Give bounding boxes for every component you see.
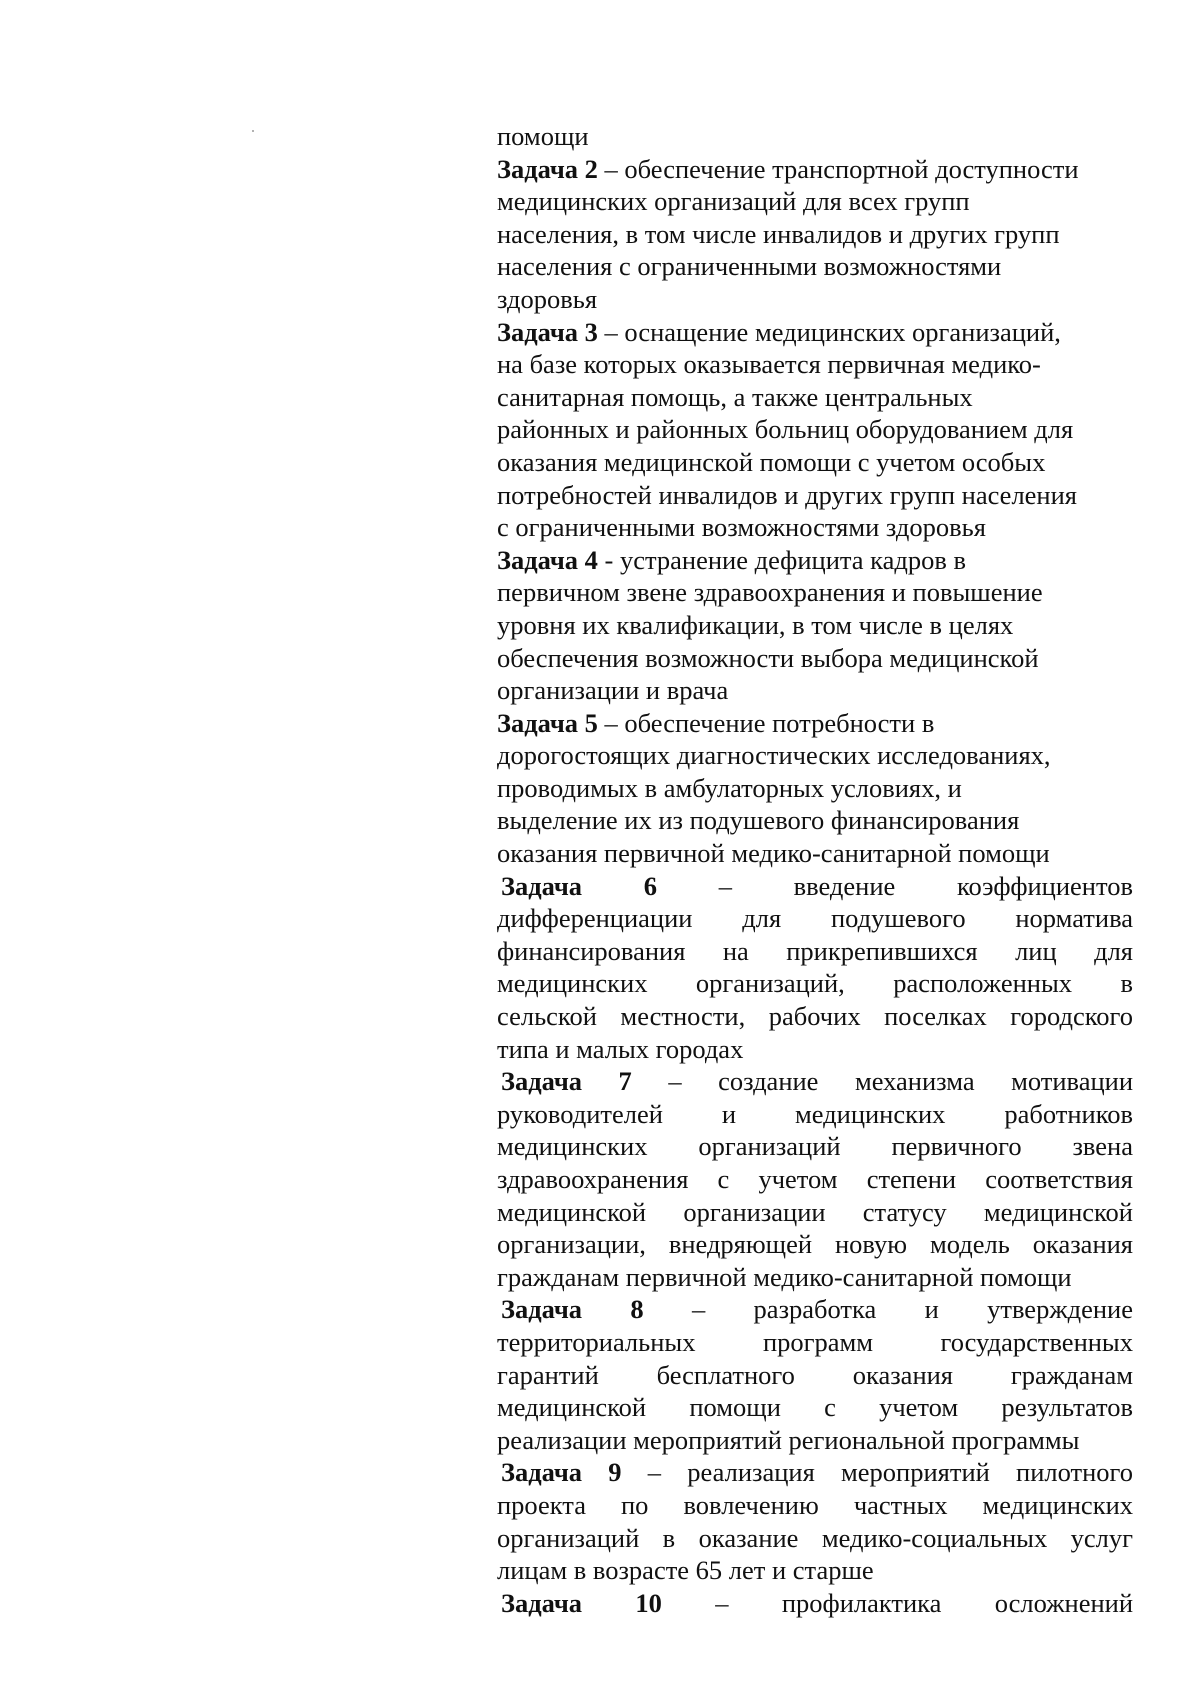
task-8-label: Задача xyxy=(501,1294,583,1325)
task-2-line: населения, в том числе инвалидов и других групп xyxy=(497,218,1060,249)
task-5-first-line: Задача 5 – обеспечение потребности в xyxy=(497,707,935,738)
task-4-first-line: Задача 4 - устранение дефицита кадров в xyxy=(497,544,967,575)
task-5-line: дорогостоящих диагностических исследованиях, xyxy=(497,740,1051,771)
task-list-column xyxy=(497,120,1133,1619)
task-5-line: выделение их из подушевого финансирования xyxy=(497,805,1020,836)
task-5-line: оказания первичной медико-санитарной помощи xyxy=(497,838,1050,869)
task-10-label: Задача xyxy=(501,1587,583,1618)
task-6-line: медицинских организаций, расположенных в xyxy=(497,968,1133,999)
task-8-line: реализации мероприятий региональной программы xyxy=(497,1424,1080,1455)
task-7-first-line: Задача 7 – создание механизма мотивации xyxy=(501,1066,1133,1097)
task-3-line: санитарная помощь, а также центральных xyxy=(497,381,973,412)
task-7-line: гражданам первичной медико-санитарной помощи xyxy=(497,1261,1072,1292)
task-3-line: потребностей инвалидов и других групп населения xyxy=(497,479,1077,510)
task-2-line: населения с ограниченными возможностями xyxy=(497,251,1002,282)
task-7-label: Задача xyxy=(501,1066,583,1097)
task-7-line: медицинских организаций первичного звена xyxy=(497,1131,1133,1162)
task-4-line: уровня их квалификации, в том числе в целях xyxy=(497,609,1014,640)
task-9-line: проекта по вовлечению частных медицинских xyxy=(497,1489,1133,1520)
task-6-number: 6 xyxy=(643,870,657,901)
task-7-line: здравоохранения с учетом степени соответствия xyxy=(497,1164,1133,1194)
task-3-line: с ограниченными возможностями здоровья xyxy=(497,512,986,543)
task-2-label: Задача 2 xyxy=(497,153,598,184)
task-8-number: 8 xyxy=(630,1294,644,1325)
task-10-number: 10 xyxy=(635,1587,662,1618)
task-8-first-line: Задача 8 – разработка и утверждение xyxy=(501,1294,1133,1325)
task-8-line: гарантий бесплатного оказания гражданам xyxy=(497,1359,1133,1390)
task-3-first-line: Задача 3 – оснащение медицинских организаций, xyxy=(497,316,1061,347)
task-4-label: Задача 4 xyxy=(497,544,598,575)
task-6-line: дифференциации для подушевого норматива xyxy=(497,903,1133,934)
task-3-label: Задача 3 xyxy=(497,316,598,347)
task-6-first-line: Задача 6 – введение коэффициентов xyxy=(501,870,1133,901)
task-10-first-line: Задача 10 – профилактика осложнений xyxy=(501,1587,1133,1618)
continuation-text: помощи xyxy=(497,121,589,151)
scan-speck xyxy=(252,130,254,132)
task-2-first-line: Задача 2 – обеспечение транспортной доступности xyxy=(497,153,1079,184)
task-7-line: руководителей и медицинских работников xyxy=(497,1098,1133,1129)
task-5-line: проводимых в амбулаторных условиях, и xyxy=(497,772,962,803)
task-2-line: медицинских организаций для всех групп xyxy=(497,186,970,217)
task-9-line: лицам в возрасте 65 лет и старше xyxy=(497,1555,874,1586)
task-7-line: медицинской организации статусу медицинской xyxy=(497,1196,1133,1227)
task-4-line: организации и врача xyxy=(497,675,729,706)
task-6-line: сельской местности, рабочих поселках городского xyxy=(497,1001,1133,1032)
task-9-label: Задача 9 xyxy=(501,1457,622,1488)
task-2-line: здоровья xyxy=(497,283,598,314)
task-8-line: медицинской помощи с учетом результатов xyxy=(497,1392,1133,1423)
task-7-line: организации, внедряющей новую модель оказания xyxy=(497,1229,1133,1260)
task-6-line: типа и малых городах xyxy=(497,1033,744,1064)
task-5-label: Задача 5 xyxy=(497,707,598,738)
task-3-line: на базе которых оказывается первичная медико- xyxy=(497,349,1041,380)
task-3-line: оказания медицинской помощи с учетом особых xyxy=(497,446,1046,477)
task-4-line: первичном звене здравоохранения и повышение xyxy=(497,577,1043,608)
task-3-line: районных и районных больниц оборудованием для xyxy=(497,414,1074,445)
task-9-line: организаций в оказание медико-социальных услуг xyxy=(497,1522,1133,1553)
task-6-line: финансирования на прикрепившихся лиц для xyxy=(497,935,1133,966)
task-9-first-line: Задача 9 – реализация мероприятий пилотного xyxy=(501,1457,1133,1488)
task-8-line: территориальных программ государственных xyxy=(497,1326,1133,1357)
task-7-number: 7 xyxy=(618,1066,632,1097)
task-6-label: Задача xyxy=(501,870,583,901)
task-4-line: обеспечения возможности выбора медицинской xyxy=(497,642,1039,673)
